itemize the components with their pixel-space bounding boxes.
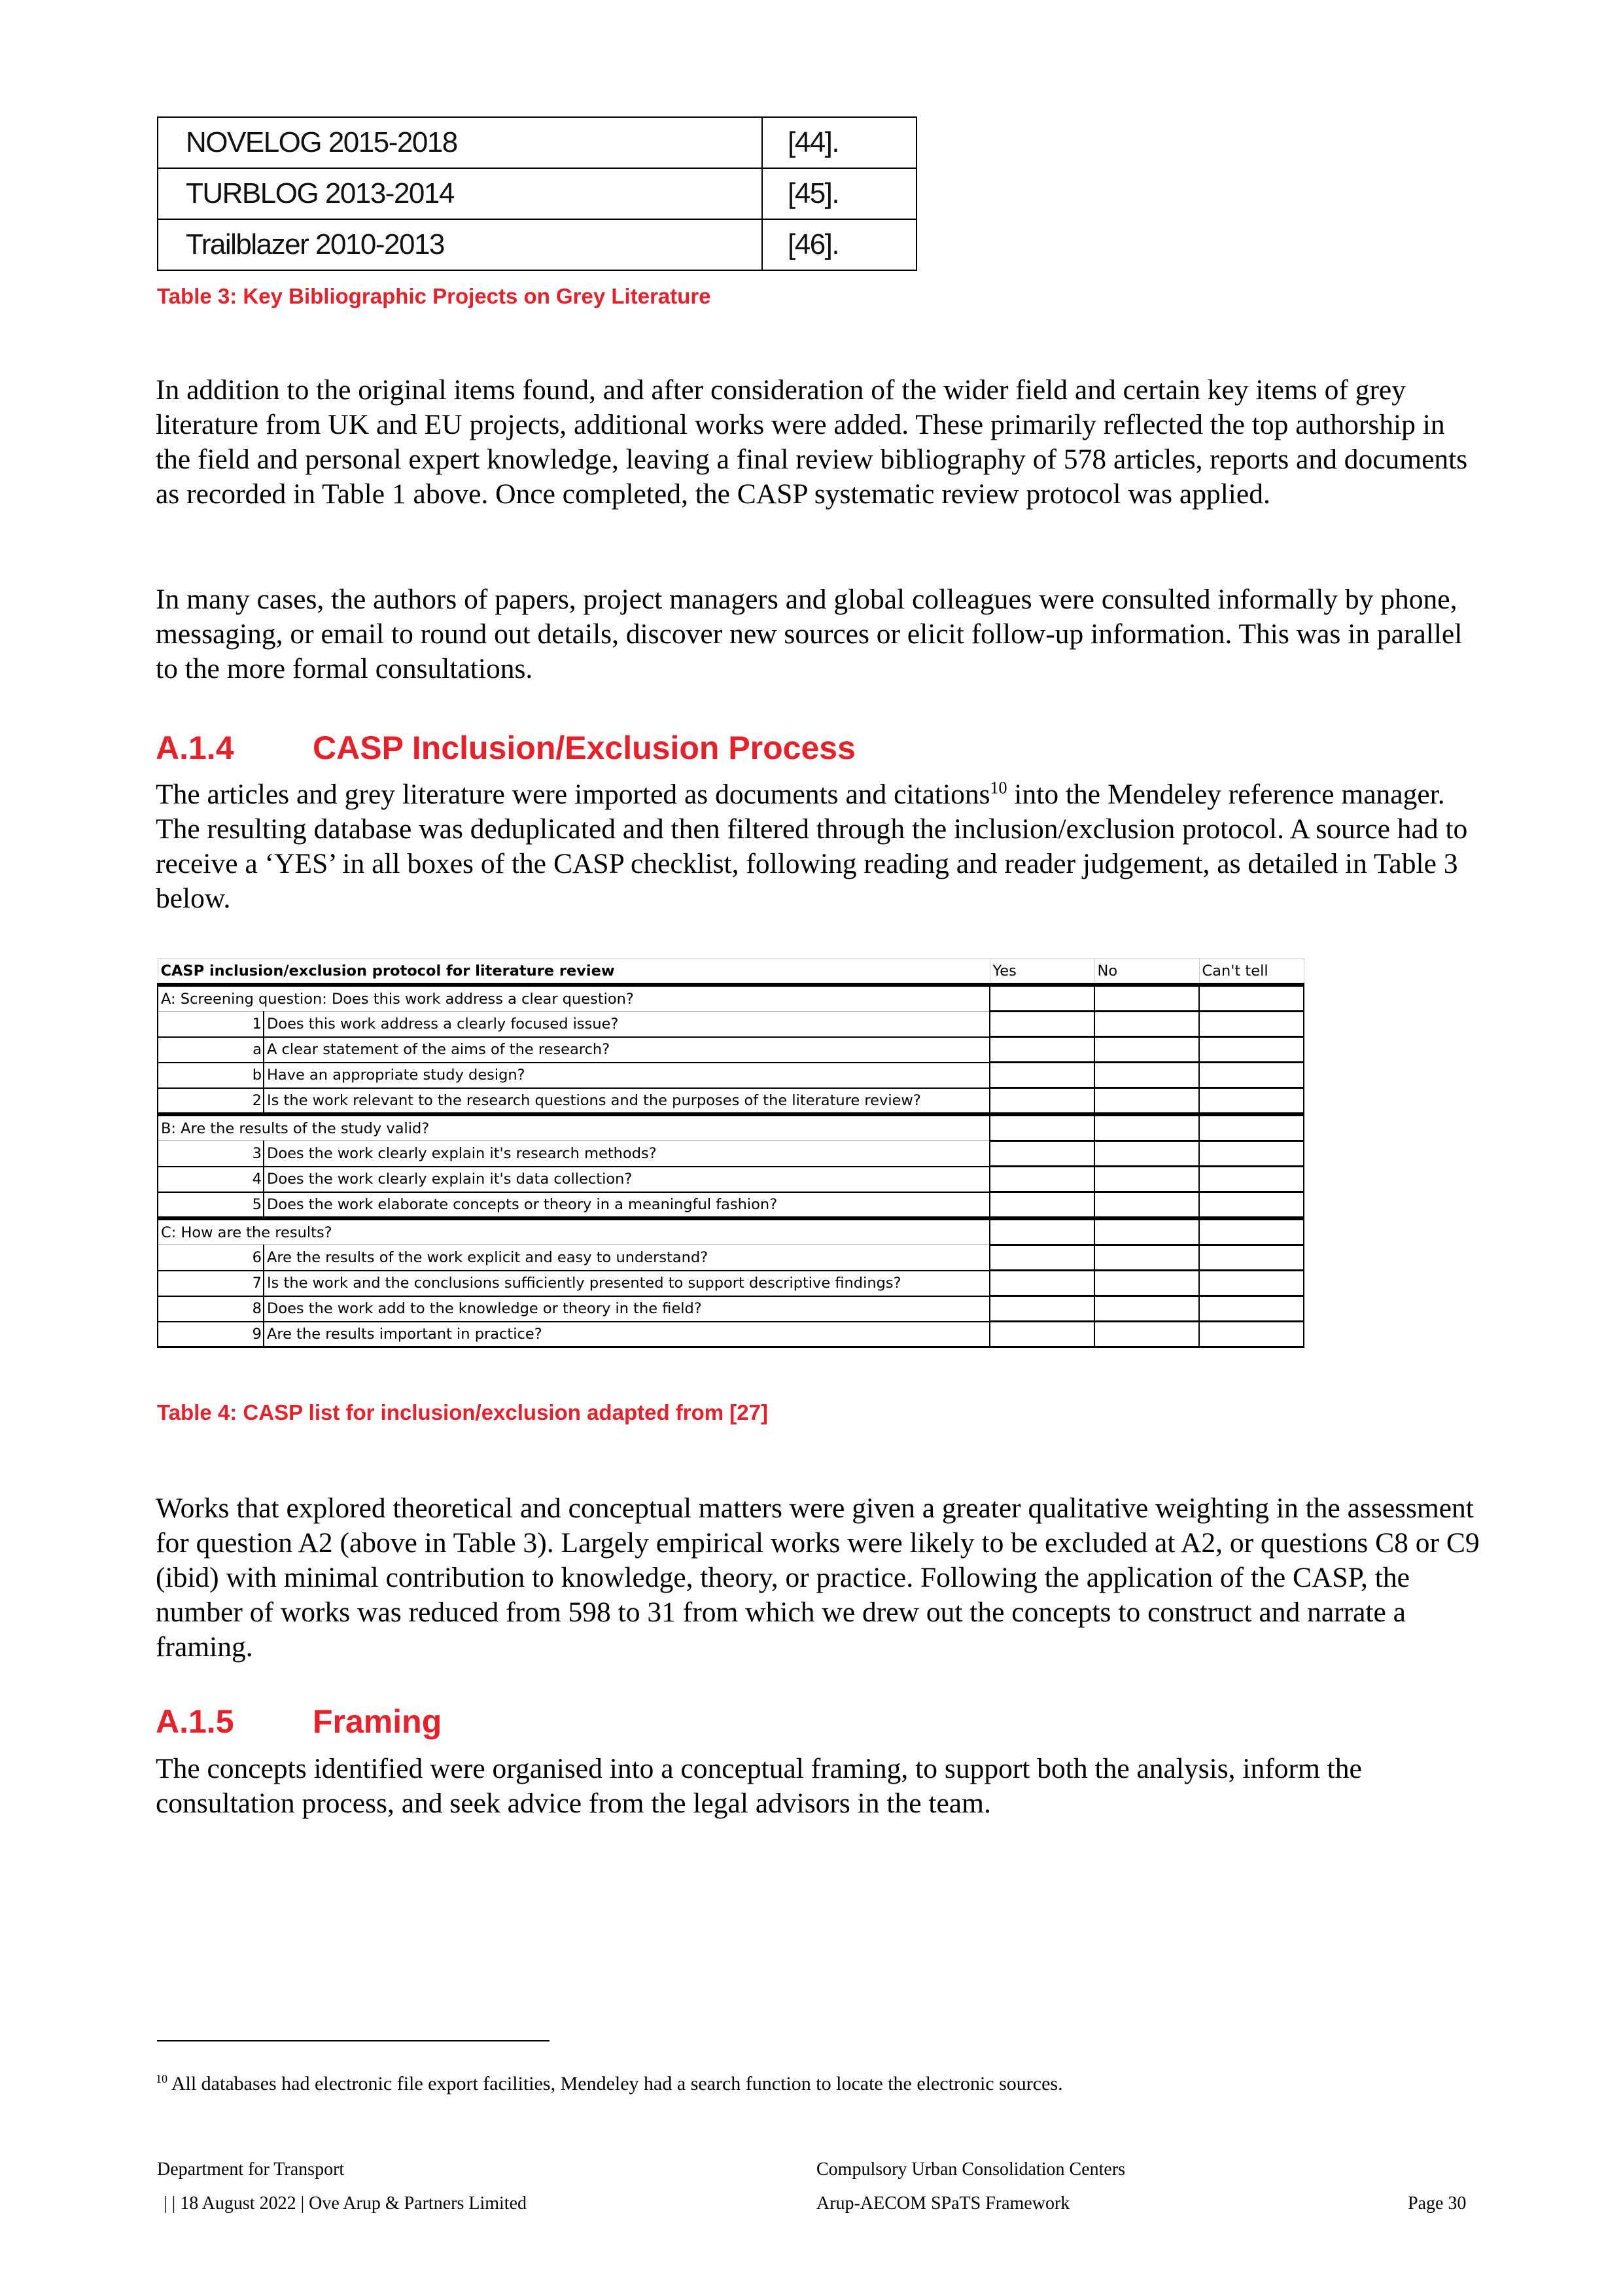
- reference-cell: [46].: [762, 219, 916, 270]
- table-row: [158, 1167, 1304, 1192]
- answer-cell[interactable]: [990, 1271, 1094, 1296]
- answer-cell[interactable]: [990, 1218, 1094, 1245]
- paragraph-casp-process: [156, 777, 1484, 916]
- answer-cell[interactable]: [1199, 1218, 1304, 1245]
- question-number: b: [158, 1063, 264, 1088]
- section-row: [158, 985, 1304, 1012]
- question-number: 3: [158, 1141, 264, 1167]
- answer-cell[interactable]: [990, 1322, 1094, 1347]
- column-header-no: No: [1094, 959, 1199, 985]
- table-4-caption: Table 4: CASP list for inclusion/exclusion adapted from [27]: [157, 1400, 768, 1424]
- answer-cell[interactable]: [990, 1114, 1094, 1141]
- answer-cell[interactable]: [990, 1245, 1094, 1271]
- section-number: A.1.5: [156, 1703, 234, 1740]
- section-number: A.1.4: [156, 730, 234, 766]
- answer-cell[interactable]: [1199, 1114, 1304, 1141]
- paragraph-additional-works: In addition to the original items found, and after consideration of the wider field and certain key items of grey literature from UK and EU projects, additional works were added. These primarily reflected the top authorship in the field and personal expert knowledge, leaving a final review bibliography of 578 articles, reports and documents as recorded in Table 1 above. Once completed, the CASP systematic review protocol was applied.: [156, 374, 1468, 510]
- footnote: [156, 2073, 1063, 2095]
- table-header-row: [158, 959, 1304, 985]
- table-3-caption: Table 3: Key Bibliographic Projects on Grey Literature: [157, 284, 711, 308]
- answer-cell[interactable]: [1094, 1218, 1199, 1245]
- answer-cell[interactable]: [1094, 1114, 1199, 1141]
- question-text: Does the work clearly explain it's data collection?: [264, 1167, 990, 1192]
- table-row: [158, 1012, 1304, 1037]
- table-row: [158, 1322, 1304, 1347]
- section-row: [158, 1218, 1304, 1245]
- biblio-table: [157, 116, 917, 271]
- question-text: Does the work elaborate concepts or theory in a meaningful fashion?: [264, 1192, 990, 1219]
- question-text: Does this work address a clearly focused issue?: [264, 1012, 990, 1037]
- answer-cell[interactable]: [1094, 1245, 1199, 1271]
- question-text: A clear statement of the aims of the research?: [264, 1037, 990, 1063]
- answer-cell[interactable]: [1094, 985, 1199, 1012]
- answer-cell[interactable]: [1094, 1271, 1199, 1296]
- question-number: 6: [158, 1245, 264, 1271]
- table-row: [158, 168, 916, 219]
- question-number: 9: [158, 1322, 264, 1347]
- answer-cell[interactable]: [1094, 1063, 1199, 1088]
- table-row: [158, 1063, 1304, 1088]
- answer-cell[interactable]: [1094, 1296, 1199, 1322]
- footnote-text: All databases had electronic file export facilities, Mendeley had a search function to locate the electronic sources.: [167, 2073, 1063, 2094]
- answer-cell[interactable]: [1094, 1037, 1199, 1063]
- answer-cell[interactable]: [1199, 1167, 1304, 1192]
- section-row: [158, 1114, 1304, 1141]
- answer-cell[interactable]: [1094, 1322, 1199, 1347]
- footnote-mark: 10: [156, 2072, 167, 2085]
- table-row: [158, 1141, 1304, 1167]
- answer-cell[interactable]: [1199, 1037, 1304, 1063]
- answer-cell[interactable]: [990, 1167, 1094, 1192]
- question-number: 4: [158, 1167, 264, 1192]
- project-cell: NOVELOG 2015-2018: [158, 117, 762, 168]
- section-heading-casp: [156, 729, 856, 767]
- paragraph-framing: The concepts identified were organised into a conceptual framing, to support both the analysis, inform the consultation process, and seek advice from the legal advisors in the team.: [156, 1753, 1362, 1819]
- question-text: Is the work relevant to the research questions and the purposes of the literature review?: [264, 1088, 990, 1115]
- table-row: [158, 117, 916, 168]
- answer-cell[interactable]: [1094, 1192, 1199, 1219]
- section-label: B: Are the results of the study valid?: [158, 1114, 990, 1141]
- paragraph-text: into the Mendeley reference manager. The resulting database was deduplicated and then filtered through the inclusion/exclusion protocol. A source had to receive a ‘YES’ in all boxes of the CASP checklist, following reading and reader judgement, as detailed in Table 3 below.: [156, 779, 1468, 914]
- answer-cell[interactable]: [1199, 1141, 1304, 1167]
- question-number: 2: [158, 1088, 264, 1115]
- table-row: [158, 1245, 1304, 1271]
- reference-cell: [45].: [762, 168, 916, 219]
- footnote-reference[interactable]: 10: [990, 778, 1007, 798]
- section-label: C: How are the results?: [158, 1218, 990, 1245]
- question-text: Does the work clearly explain it's research methods?: [264, 1141, 990, 1167]
- table-row: [158, 1037, 1304, 1063]
- section-title: CASP Inclusion/Exclusion Process: [313, 730, 856, 766]
- project-cell: TURBLOG 2013-2014: [158, 168, 762, 219]
- column-header-cant-tell: Can't tell: [1199, 959, 1304, 985]
- project-cell: Trailblazer 2010-2013: [158, 219, 762, 270]
- reference-cell: [44].: [762, 117, 916, 168]
- footer-date-company: | | 18 August 2022 | Ove Arup & Partners Limited: [164, 2193, 527, 2214]
- section-title: Framing: [313, 1703, 442, 1740]
- table-title: CASP inclusion/exclusion protocol for literature review: [158, 959, 990, 985]
- answer-cell[interactable]: [1199, 1192, 1304, 1219]
- question-text: Does the work add to the knowledge or theory in the field?: [264, 1296, 990, 1322]
- footnote-divider: [157, 2040, 550, 2041]
- answer-cell[interactable]: [1199, 1245, 1304, 1271]
- footer-project-title: Compulsory Urban Consolidation Centers: [816, 2159, 1126, 2180]
- answer-cell[interactable]: [1094, 1088, 1199, 1115]
- question-number: 5: [158, 1192, 264, 1219]
- answer-cell[interactable]: [1094, 1141, 1199, 1167]
- paragraph-consultations: In many cases, the authors of papers, project managers and global colleagues were consulted informally by phone, messaging, or email to round out details, discover new sources or elicit follow-up information. This was in parallel to the more formal consultations.: [156, 584, 1463, 684]
- answer-cell[interactable]: [1199, 985, 1304, 1012]
- question-text: Have an appropriate study design?: [264, 1063, 990, 1088]
- paragraph-weighting: Works that explored theoretical and conceptual matters were given a greater qualitative weighting in the assessment for question A2 (above in Table 3). Largely empirical works were likely to be excluded at A2, or questions C8 or C9 (ibid) with minimal contribution to knowledge, theory, or practice. Following the application of the CASP, the number of works was reduced from 598 to 31 from which we drew out the concepts to construct and narrate a framing.: [156, 1492, 1480, 1663]
- question-number: 8: [158, 1296, 264, 1322]
- question-text: Is the work and the conclusions sufficiently presented to support descriptive findings?: [264, 1271, 990, 1296]
- column-header-yes: Yes: [990, 959, 1094, 985]
- question-number: 1: [158, 1012, 264, 1037]
- answer-cell[interactable]: [1094, 1167, 1199, 1192]
- answer-cell[interactable]: [1199, 1322, 1304, 1347]
- table-row: [158, 1296, 1304, 1322]
- question-text: Are the results of the work explicit and easy to understand?: [264, 1245, 990, 1271]
- answer-cell[interactable]: [990, 1296, 1094, 1322]
- footer-client: Department for Transport: [157, 2159, 345, 2180]
- question-number: 7: [158, 1271, 264, 1296]
- answer-cell[interactable]: [1199, 1271, 1304, 1296]
- section-label: A: Screening question: Does this work address a clear question?: [158, 985, 990, 1012]
- answer-cell[interactable]: [990, 1037, 1094, 1063]
- question-number: a: [158, 1037, 264, 1063]
- paragraph-text: The articles and grey literature were imported as documents and citations: [156, 779, 990, 810]
- answer-cell[interactable]: [990, 985, 1094, 1012]
- answer-cell[interactable]: [990, 1012, 1094, 1037]
- answer-cell[interactable]: [990, 1088, 1094, 1115]
- answer-cell[interactable]: [1094, 1012, 1199, 1037]
- answer-cell[interactable]: [990, 1063, 1094, 1088]
- answer-cell[interactable]: [1199, 1012, 1304, 1037]
- table-row: [158, 1088, 1304, 1115]
- question-text: Are the results important in practice?: [264, 1322, 990, 1347]
- answer-cell[interactable]: [1199, 1088, 1304, 1115]
- answer-cell[interactable]: [1199, 1296, 1304, 1322]
- casp-checklist-table: [157, 959, 1304, 1348]
- section-heading-framing: [156, 1703, 442, 1740]
- footer-framework: Arup-AECOM SPaTS Framework: [816, 2193, 1070, 2214]
- answer-cell[interactable]: [1199, 1063, 1304, 1088]
- table-row: [158, 1271, 1304, 1296]
- answer-cell[interactable]: [990, 1192, 1094, 1219]
- table-row: [158, 219, 916, 270]
- answer-cell[interactable]: [990, 1141, 1094, 1167]
- table-row: [158, 1192, 1304, 1219]
- footer-page-number: Page 30: [1408, 2193, 1467, 2214]
